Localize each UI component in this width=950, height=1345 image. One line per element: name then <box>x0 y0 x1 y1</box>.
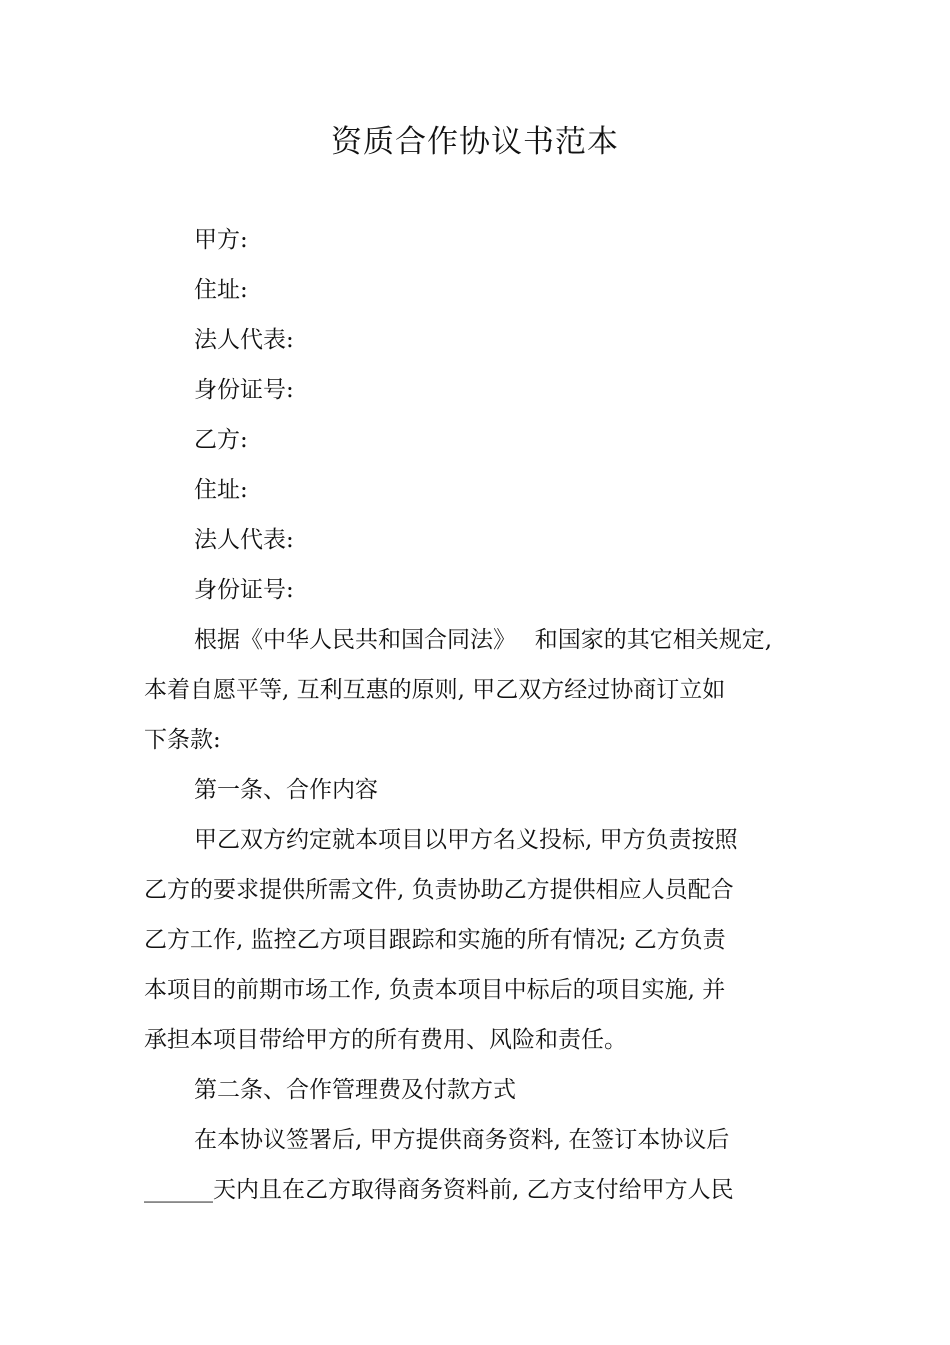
article-2-line: 在本协议签署后, 甲方提供商务资料, 在签订本协议后 <box>194 1127 730 1153</box>
article-1-line: 乙方的要求提供所需文件, 负责协助乙方提供相应人员配合 <box>144 877 734 903</box>
party-a-name-label: 甲方: <box>194 227 248 253</box>
article-1-line: 甲乙双方约定就本项目以甲方名义投标, 甲方负责按照 <box>194 827 738 853</box>
preamble-line: 根据《中华人民共和国合同法》 和国家的其它相关规定, <box>194 627 773 653</box>
party-a-legal-rep-label: 法人代表: <box>194 327 294 353</box>
preamble-line: 本着自愿平等, 互利互惠的原则, 甲乙双方经过协商订立如 <box>144 677 726 703</box>
party-b-id-label: 身份证号: <box>194 577 294 603</box>
party-b-legal-rep-label: 法人代表: <box>194 527 294 553</box>
document-title: 资质合作协议书范本 <box>331 124 619 160</box>
article-2-line: ______天内且在乙方取得商务资料前, 乙方支付给甲方人民 <box>144 1177 734 1203</box>
party-a-address-label: 住址: <box>194 277 248 303</box>
article-1-line: 承担本项目带给甲方的所有费用、风险和责任。 <box>144 1027 627 1053</box>
party-b-name-label: 乙方: <box>194 427 248 453</box>
party-a-id-label: 身份证号: <box>194 377 294 403</box>
article-1-line: 本项目的前期市场工作, 负责本项目中标后的项目实施, 并 <box>144 977 726 1003</box>
party-b-address-label: 住址: <box>194 477 248 503</box>
article-1-line: 乙方工作, 监控乙方项目跟踪和实施的所有情况; 乙方负责 <box>144 927 726 953</box>
article-1-heading: 第一条、合作内容 <box>194 777 378 803</box>
article-2-heading: 第二条、合作管理费及付款方式 <box>194 1077 516 1103</box>
preamble-line: 下条款: <box>144 727 221 753</box>
